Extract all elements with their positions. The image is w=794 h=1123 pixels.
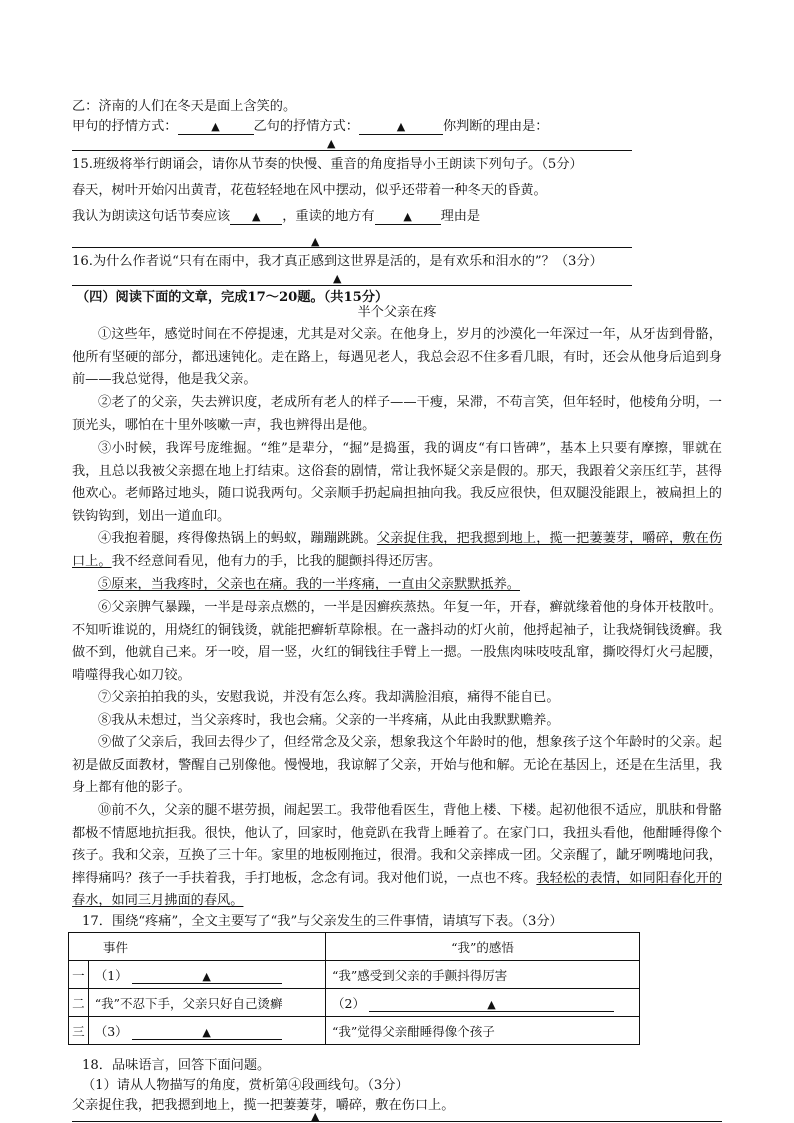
paragraph-10-underlined: 我轻松的表情，如同阳春化开的春水，如同三月拂面的春风。 <box>72 870 723 909</box>
q14-blank-jia[interactable] <box>178 119 254 135</box>
blank-triangle: ▲ <box>211 120 220 133</box>
paragraph-4-a: ④我抱着腿，疼得像热锅上的蚂蚁，蹦蹦跳跳。 <box>98 531 377 546</box>
q17-blank-2[interactable] <box>369 997 614 1012</box>
paragraph-10 <box>72 800 722 913</box>
row-event: “我”不忍下手，父亲只好自己烫癣 <box>88 989 325 1017</box>
q14-label-reason: 你判断的理由是： <box>443 119 549 134</box>
row-event-cell <box>88 1017 325 1045</box>
table-row <box>69 989 640 1017</box>
q18-answer-line[interactable] <box>72 1121 722 1122</box>
blank-triangle: ▲ <box>403 210 412 223</box>
q16-question: 16.为什么作者说“只有在雨中，我才真正感到这世界是活的，是有欢乐和泪水的”？（3分） <box>72 254 603 269</box>
paragraph-1: ①这些年，感觉时间在不停提速，尤其是对父亲。在他身上，岁月的沙漠化一年深过一年，从牙齿到骨骼，他所有坚硬的部分，都迅速钝化。走在路上，每遇见老人，我总会忍不住多看几眼，有时，还会从他身后追到身前——我总觉得，他是我父亲。 <box>72 327 722 388</box>
blank-triangle: ▲ <box>396 120 406 133</box>
paragraph-2: ②老了的父亲，失去辨识度，老成所有老人的样子——干瘦，呆滞，不苟言笑，但年轻时，他棱角分明，一顶光头，哪怕在十里外咳嗽一声，我也辨得出是他。 <box>72 395 722 433</box>
paragraph-4-underlined: 父亲捉住我，把我摁到地上，揽一把萋萋芽，嚼碎，敷在伤口上。 <box>72 531 723 569</box>
paragraph-4 <box>72 528 722 573</box>
row-feeling-cell <box>326 989 640 1017</box>
q17-table <box>68 932 640 1045</box>
q15-label-3: 理由是 <box>440 209 481 224</box>
row-index: 三 <box>69 1017 89 1045</box>
q15-reason-line[interactable] <box>72 247 632 248</box>
blank-triangle: ▲ <box>487 997 496 1011</box>
q14-answer-line <box>72 118 549 136</box>
q14-label-yi: 乙句的抒情方式： <box>253 119 359 134</box>
q18-question: 18．品味语言，回答下面问题。 <box>82 1058 271 1073</box>
q15-blank-stress[interactable] <box>375 209 441 225</box>
q16-answer-line[interactable] <box>72 285 632 286</box>
paragraph-5: ⑤原来，当我疼时，父亲也在痛。我的一半疼痛，一直由父亲默默抵养。 <box>98 577 520 592</box>
q14-blank-yi[interactable] <box>359 119 443 135</box>
row-index: 一 <box>69 961 89 989</box>
q15-question: 15.班级将举行朗诵会，请你从节奏的快慢、重音的角度指导小王朗读下列句子。（5分） <box>72 157 583 172</box>
q15-sentence: 春天，树叶开始闪出黄青，花苞轻轻地在风中摆动，似乎还带着一种冬天的昏黄。 <box>72 183 547 198</box>
row-feeling: （2） <box>332 995 365 1011</box>
q14-line-yi: 乙：济南的人们在冬天是面上含笑的。 <box>72 99 297 114</box>
paragraph-6: ⑥父亲脾气暴躁，一半是母亲点燃的，一半是因癣疾蒸热。年复一年，开春，癣就缘着他的身体开枝散叶。不知听谁说的，用烧红的铜钱烫，就能把癣斩草除根。在一盏抖动的灯火前，他捋起袖子，让我烧铜钱烫癣。我做不到，他就自己来。牙一咬，眉一竖，火红的铜钱往手臂上一摁。一股焦肉味吱吱乱窜，撕咬得灯火弓起腰，啃噬得我心如刀铰。 <box>72 600 722 683</box>
q18-sub1: （1）请从人物描写的角度，赏析第④段画线句。（3分） <box>82 1078 409 1093</box>
paragraph-3: ③小时候，我诨号庞维掘。“维”是辈分，“掘”是捣蛋，我的调皮“有口皆碑”，基本上只要有摩擦，罪就在我，且总以我被父亲摁在地上打结束。这俗套的剧情，常让我怀疑父亲是假的。那天，我跟着父亲压红芋，甚得他欢心。老师路过地头，随口说我两句。父亲顺手扔起扁担抽向我。我反应很快，但双腿没能跟上，被扁担上的铁钩钩到，划出一道血印。 <box>72 441 722 524</box>
paragraph-10-a: ⑩前不久，父亲的腿不堪劳损，闹起罢工。我带他看医生，背他上楼、下楼。起初他很不适应，肌肤和骨骼都极不情愿地抗拒我。很快，他认了，回家时，他竟趴在我背上睡着了。在家门口，我扭头看他，他酣睡得像个孩子。我和父亲，互换了三十年。家里的地板刚拖过，很滑。我和父亲摔成一团。父亲醒了，龇牙咧嘴地问我，摔得痛吗？孩子一手扶着我，手打地板，念念有词。我对他们说，一点也不疼。 <box>72 803 722 886</box>
q15-reason-triangle: ▲ <box>311 235 320 248</box>
q15-blank-rhythm[interactable] <box>230 209 282 225</box>
blank-triangle: ▲ <box>252 210 261 223</box>
q15-answer-line <box>72 208 480 226</box>
table-row <box>69 1017 640 1045</box>
header-feeling: “我”的感悟 <box>326 933 640 961</box>
q17-blank-1[interactable] <box>132 969 282 984</box>
q16-triangle: ▲ <box>333 272 342 285</box>
table-row <box>69 961 640 989</box>
row-event: （1） <box>94 967 128 983</box>
q14-reason-line[interactable] <box>72 150 632 151</box>
q17-blank-3[interactable] <box>132 1025 282 1040</box>
paragraph-8: ⑧我从未想过，当父亲疼时，我也会痛。父亲的一半疼痛，从此由我默默赡养。 <box>98 713 560 728</box>
row-event: （3） <box>94 1023 128 1039</box>
q14-label-jia: 甲句的抒情方式： <box>72 119 178 134</box>
q14-reason-triangle: ▲ <box>327 137 336 150</box>
q15-label-1: 我认为朗读这句话节奏应该 <box>72 209 231 224</box>
row-index: 二 <box>69 989 89 1017</box>
paragraph-4-b: 我不经意间看见，他有力的手，比我的腿颤抖得还厉害。 <box>111 553 442 569</box>
paragraph-9: ⑨做了父亲后，我回去得少了，但经常念及父亲，想象我这个年龄时的他，想象孩子这个年龄时的父亲。起初是做反面教材，警醒自己别像他。慢慢地，我谅解了父亲，开始与他和解。无论在基因上，还是在生活里，我身上都有他的影子。 <box>72 735 722 796</box>
row-feeling: “我”觉得父亲酣睡得像个孩子 <box>326 1017 640 1045</box>
q17-question: 17．围绕“疼痛”，全文主要写了“我”与父亲发生的三件事情，请填写下表。（3分） <box>82 914 563 929</box>
header-event: 事件 <box>69 933 326 961</box>
section4-heading: （四）阅读下面的文章，完成17～20题。（共15分） <box>76 290 389 305</box>
q15-label-2: ，重读的地方有 <box>282 209 375 224</box>
row-feeling: “我”感受到父亲的手颤抖得厉害 <box>326 961 640 989</box>
article-title: 半个父亲在疼 <box>357 305 437 320</box>
blank-triangle: ▲ <box>202 1025 211 1039</box>
paragraph-7: ⑦父亲拍拍我的头，安慰我说，并没有怎么疼。我却满脸泪痕，痛得不能自已。 <box>98 690 560 705</box>
q18-quote: 父亲捉住我，把我摁到地上，揽一把萋萋芽，嚼碎，敷在伤口上。 <box>72 1098 455 1113</box>
row-event-cell <box>88 961 325 989</box>
blank-triangle: ▲ <box>202 969 211 983</box>
q18-triangle: ▲ <box>311 1110 320 1123</box>
table-header-row <box>69 933 640 961</box>
